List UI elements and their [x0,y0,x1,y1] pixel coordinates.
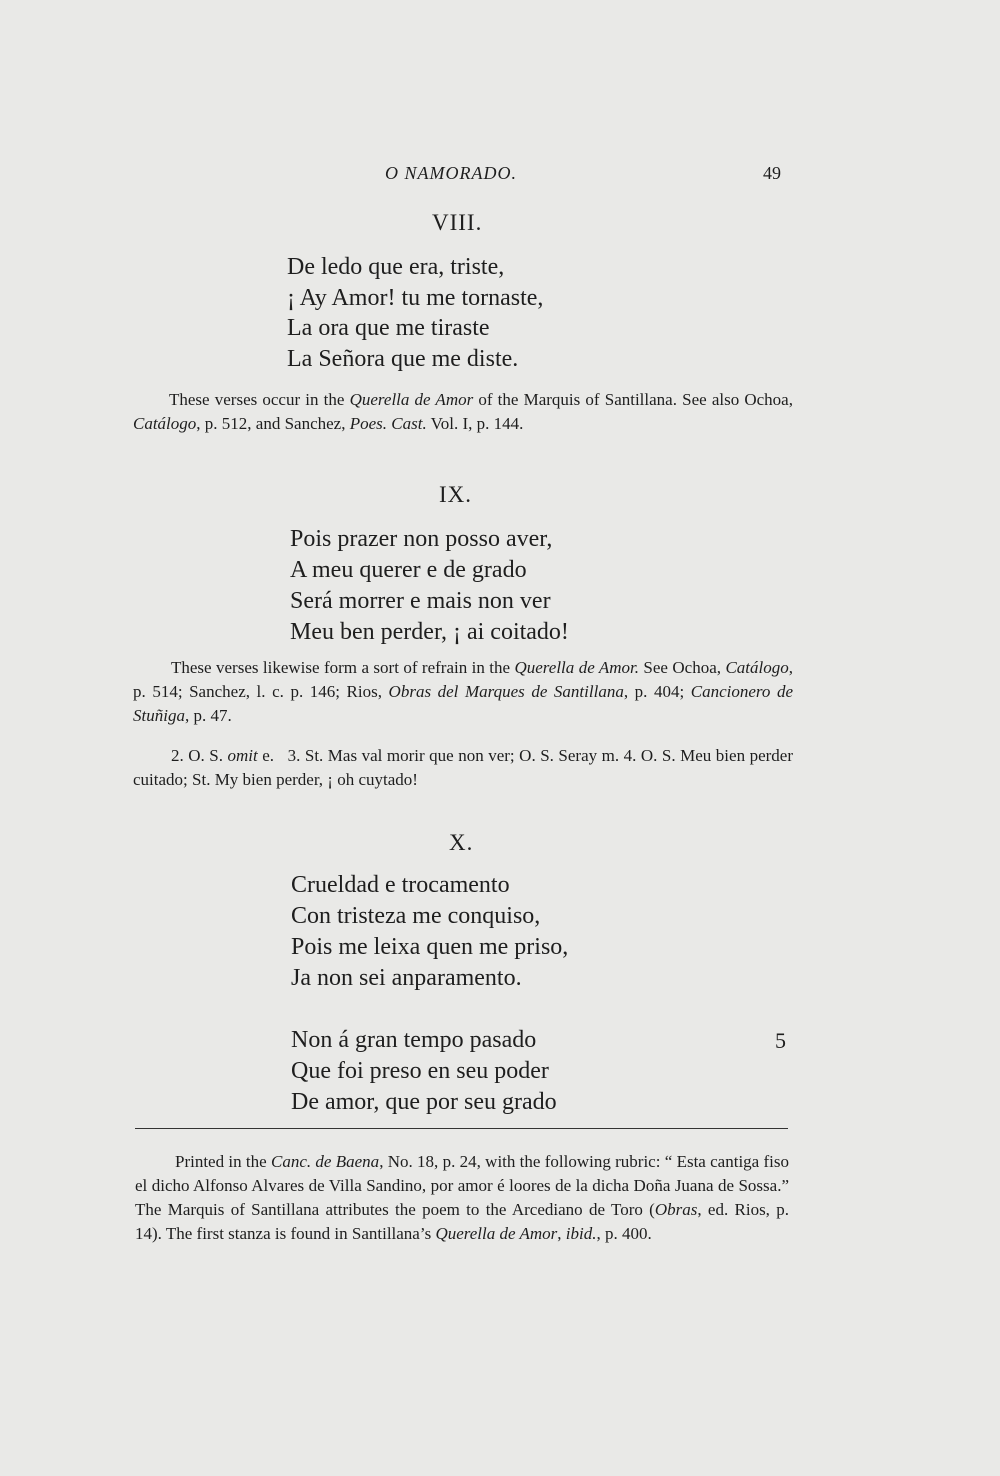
verse-line: A meu querer e de grado [290,557,527,583]
note-viii [133,388,793,436]
verse-line: Crueldad e trocamento [291,872,510,898]
note-title: Obras del Marques de Santillana [388,682,624,701]
note-title: Catálogo [725,658,789,677]
note-text: These verses likewise form a sort of refrain in the [171,658,515,677]
note-ix [133,656,793,728]
footnote-text: , p. 400. [596,1224,652,1243]
section-heading-ix: IX. [439,482,473,507]
footnote-text: , ed. Rios, p. 14). The first stanza is found in Santillana’s [135,1200,789,1243]
footnote-title: Querella de Amor [435,1224,558,1243]
note-text: , p. 514; Sanchez, l. c. p. 146; Rios, [133,658,793,701]
footnote-text: Printed in the [175,1152,271,1171]
variant-text: omit [227,746,258,765]
verse-line: Non á gran tempo pasado [291,1027,537,1053]
section-heading-viii: VIII. [432,210,483,235]
page-number: 49 [763,163,781,183]
note-text: Vol. I, p. 144. [426,414,524,433]
verse-line: Será morrer e mais non ver [290,588,551,614]
verse-line: Con tristeza me conquiso, [291,903,541,929]
line-number: 5 [775,1028,786,1053]
footnote-divider [135,1128,788,1129]
footnote-text: , [557,1224,566,1243]
footnote [135,1150,789,1246]
footnote-title: ibid. [565,1224,597,1243]
note-text: , p. 47. [184,706,232,725]
note-text: , p. 404; [623,682,691,701]
verse-line: De ledo que era, triste, [287,254,505,280]
verse-line: Meu ben perder, ¡ ai coitado! [290,619,569,645]
variant-text: 2. O. S. [171,746,228,765]
variant-text: 4. O. S. Meu bien perder cuitado; St. My bien perder, ¡ oh cuytado! [133,746,794,789]
note-text: These verses occur in the [169,390,350,409]
variant-text: 3. St. Mas val morir que non ver; O. S. Seray m. [287,746,620,765]
running-title: O NAMORADO. [385,163,517,183]
note-title: Catálogo [133,414,197,433]
verse-line: Ja non sei anparamento. [291,965,522,991]
note-title: Poes. Cast. [349,414,427,433]
verse-line: ¡ Ay Amor! tu me tornaste, [287,285,544,311]
note-text: See Ochoa, [639,658,726,677]
footnote-title: Canc. de Baena [270,1152,380,1171]
note-text: , p. 512, and Sanchez, [196,414,350,433]
footnote-title: Obras [654,1200,698,1219]
section-heading-x: X. [449,830,474,855]
verse-line: De amor, que por seu grado [291,1089,557,1115]
note-title: Cancionero de Stuñiga [133,682,793,725]
verse-line: Pois me leixa quen me priso, [291,934,569,960]
verse-line: La Señora que me diste. [287,346,519,372]
note-text: of the Marquis of Santillana. See also Ochoa, [473,390,793,409]
note-title: Querella de Amor [349,390,474,409]
note-title: Querella de Amor. [514,658,640,677]
verse-line: Que foi preso en seu poder [291,1058,549,1084]
footnote-text: , No. 18, p. 24, with the following rubric: “ Esta cantiga fiso el dicho Alfonso Alvares de Villa Sandino, por amor é loores de la dicha Doña Juana de Sossa.” The Marquis of Santillana attributes the poem to the Arcediano de Toro ( [135,1152,790,1219]
verse-line: Pois prazer non posso aver, [290,526,553,552]
verse-line: La ora que me tiraste [287,315,490,341]
variant-text: e. [257,746,275,765]
variant-readings [133,744,793,792]
